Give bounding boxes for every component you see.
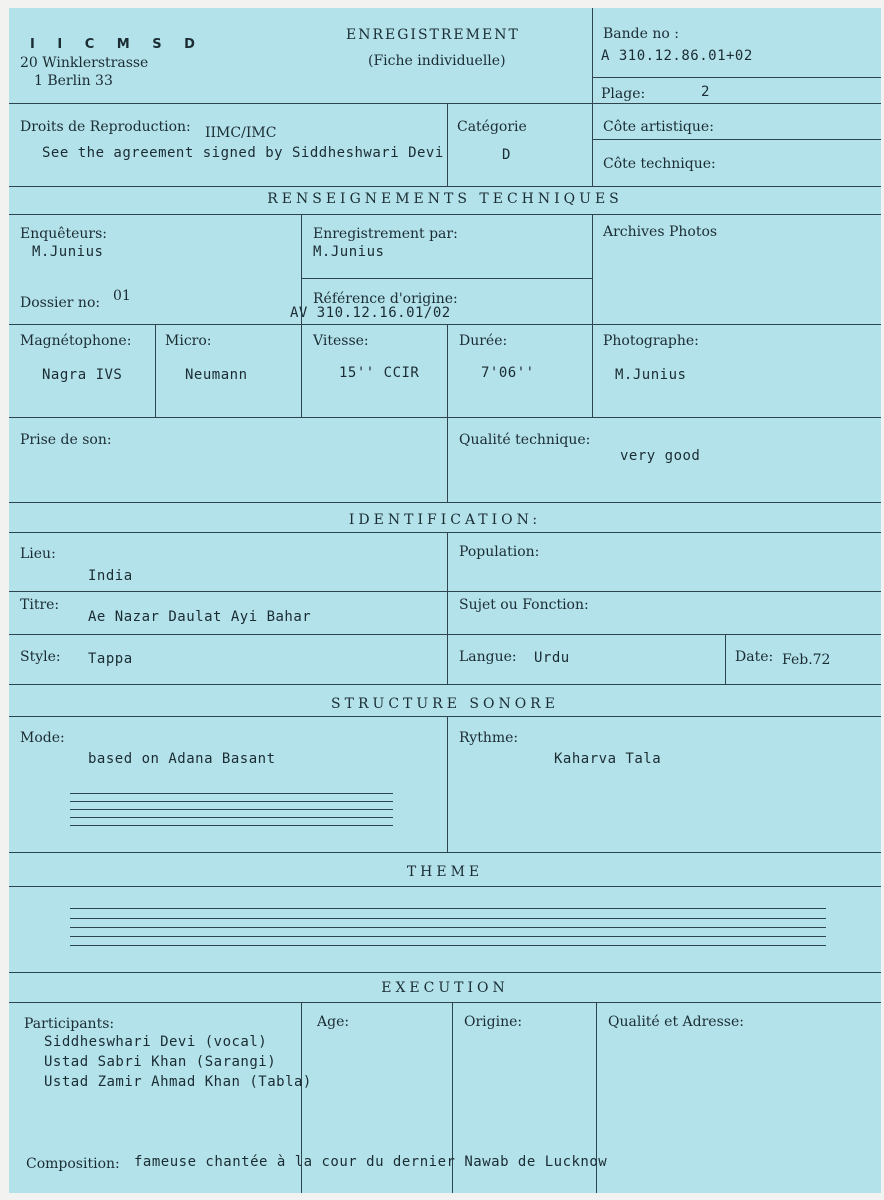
style-label: Style:: [20, 649, 61, 665]
enregistrement-value: M.Junius: [313, 244, 385, 260]
droits-value: IIMC/IMC: [205, 125, 277, 141]
cote-technique-label: Côte technique:: [603, 156, 716, 172]
duree-label: Durée:: [459, 333, 508, 349]
rule: [9, 634, 881, 635]
duree-value: 7'06'': [481, 365, 535, 381]
vitesse-value: 15'' CCIR: [339, 365, 420, 381]
blank-line: [70, 936, 826, 937]
blank-line: [70, 825, 393, 826]
magnetophone-value: Nagra IVS: [42, 367, 123, 383]
style-value: Tappa: [88, 651, 133, 667]
rule: [9, 532, 881, 533]
participants-label: Participants:: [24, 1016, 115, 1032]
rule: [592, 139, 881, 140]
participant-3: Ustad Zamir Ahmad Khan (Tabla): [44, 1074, 312, 1090]
droits-label: Droits de Reproduction:: [20, 119, 191, 135]
cote-artistique-label: Côte artistique:: [603, 119, 714, 135]
population-label: Population:: [459, 544, 540, 560]
date-label: Date:: [735, 649, 774, 665]
rule: [447, 716, 448, 852]
age-label: Age:: [317, 1014, 350, 1030]
micro-label: Micro:: [165, 333, 212, 349]
rule: [155, 324, 156, 417]
rule: [725, 634, 726, 684]
blank-line: [70, 918, 826, 919]
rule: [9, 716, 881, 717]
qualite-technique-value: very good: [620, 448, 701, 464]
rule: [447, 532, 448, 684]
rule: [9, 417, 881, 418]
langue-value: Urdu: [534, 650, 570, 666]
blank-line: [70, 908, 826, 909]
photographe-label: Photographe:: [603, 333, 699, 349]
dossier-value: 01: [113, 288, 131, 304]
micro-value: Neumann: [185, 367, 248, 383]
rule: [9, 1002, 881, 1003]
magnetophone-label: Magnétophone:: [20, 333, 132, 349]
rule: [592, 8, 593, 186]
rule: [447, 417, 448, 502]
rythme-value: Kaharva Tala: [554, 751, 662, 767]
sujet-label: Sujet ou Fonction:: [459, 597, 589, 613]
photographe-value: M.Junius: [615, 367, 687, 383]
reference-label: Référence d'origine:: [313, 291, 458, 307]
rule: [9, 972, 881, 973]
rule: [447, 103, 448, 186]
qualite-technique-label: Qualité technique:: [459, 432, 591, 448]
archives-photos-label: Archives Photos: [603, 224, 718, 240]
rule: [9, 591, 881, 592]
reference-value: AV 310.12.16.01/02: [290, 305, 451, 321]
titre-label: Titre:: [20, 597, 60, 613]
rule: [9, 502, 881, 503]
vitesse-label: Vitesse:: [313, 333, 369, 349]
section-title-structure: STRUCTURE SONORE: [331, 696, 559, 712]
origine-label: Origine:: [464, 1014, 523, 1030]
rule: [9, 324, 881, 325]
participant-1: Siddheswhari Devi (vocal): [44, 1034, 268, 1050]
dossier-label: Dossier no:: [20, 295, 101, 311]
qualite-adresse-label: Qualité et Adresse:: [608, 1014, 744, 1030]
blank-line: [70, 927, 826, 928]
lieu-label: Lieu:: [20, 546, 56, 562]
bande-value: A 310.12.86.01+02: [601, 48, 753, 64]
rule: [592, 214, 593, 417]
rule: [9, 186, 881, 187]
blank-line: [70, 801, 393, 802]
org-street: 20 Winklerstrasse: [20, 55, 149, 71]
rythme-label: Rythme:: [459, 730, 519, 746]
blank-line: [70, 809, 393, 810]
rule: [9, 214, 881, 215]
record-card: [9, 8, 881, 1193]
section-title-execution: EXECUTION: [381, 980, 509, 996]
agreement-text: See the agreement signed by Siddheshwari Devi: [42, 145, 444, 161]
titre-value: Ae Nazar Daulat Ayi Bahar: [88, 609, 312, 625]
form-title: ENREGISTREMENT: [346, 27, 520, 43]
categorie-label: Catégorie: [457, 119, 527, 135]
date-value: Feb.72: [782, 652, 831, 668]
section-title-technique: RENSEIGNEMENTS TECHNIQUES: [267, 191, 623, 207]
section-title-identification: IDENTIFICATION:: [348, 512, 542, 528]
mode-label: Mode:: [20, 730, 65, 746]
enqueteurs-value: M.Junius: [32, 244, 104, 260]
plage-label: Plage:: [601, 86, 646, 102]
bande-label: Bande no :: [603, 26, 679, 42]
rule: [9, 852, 881, 853]
blank-line: [70, 945, 826, 946]
rule: [447, 324, 448, 417]
section-title-theme: THEME: [406, 864, 484, 880]
mode-value: based on Adana Basant: [88, 751, 276, 767]
org-name: I I C M S D: [30, 37, 204, 52]
prise-de-son-label: Prise de son:: [20, 432, 112, 448]
blank-line: [70, 793, 393, 794]
blank-line: [70, 817, 393, 818]
form-subtitle: (Fiche individuelle): [368, 53, 506, 69]
plage-value: 2: [701, 84, 710, 100]
rule: [592, 77, 881, 78]
rule: [9, 886, 881, 887]
rule: [301, 278, 593, 279]
enregistrement-label: Enregistrement par:: [313, 226, 458, 242]
rule: [9, 684, 881, 685]
org-city: 1 Berlin 33: [34, 73, 113, 89]
enqueteurs-label: Enquêteurs:: [20, 226, 108, 242]
lieu-value: India: [88, 568, 133, 584]
rule: [9, 103, 881, 104]
composition-label: Composition:: [26, 1156, 120, 1172]
categorie-value: D: [502, 147, 511, 163]
langue-label: Langue:: [459, 649, 517, 665]
participant-2: Ustad Sabri Khan (Sarangi): [44, 1054, 277, 1070]
composition-value: fameuse chantée à la cour du dernier Nawab de Lucknow: [134, 1154, 608, 1170]
